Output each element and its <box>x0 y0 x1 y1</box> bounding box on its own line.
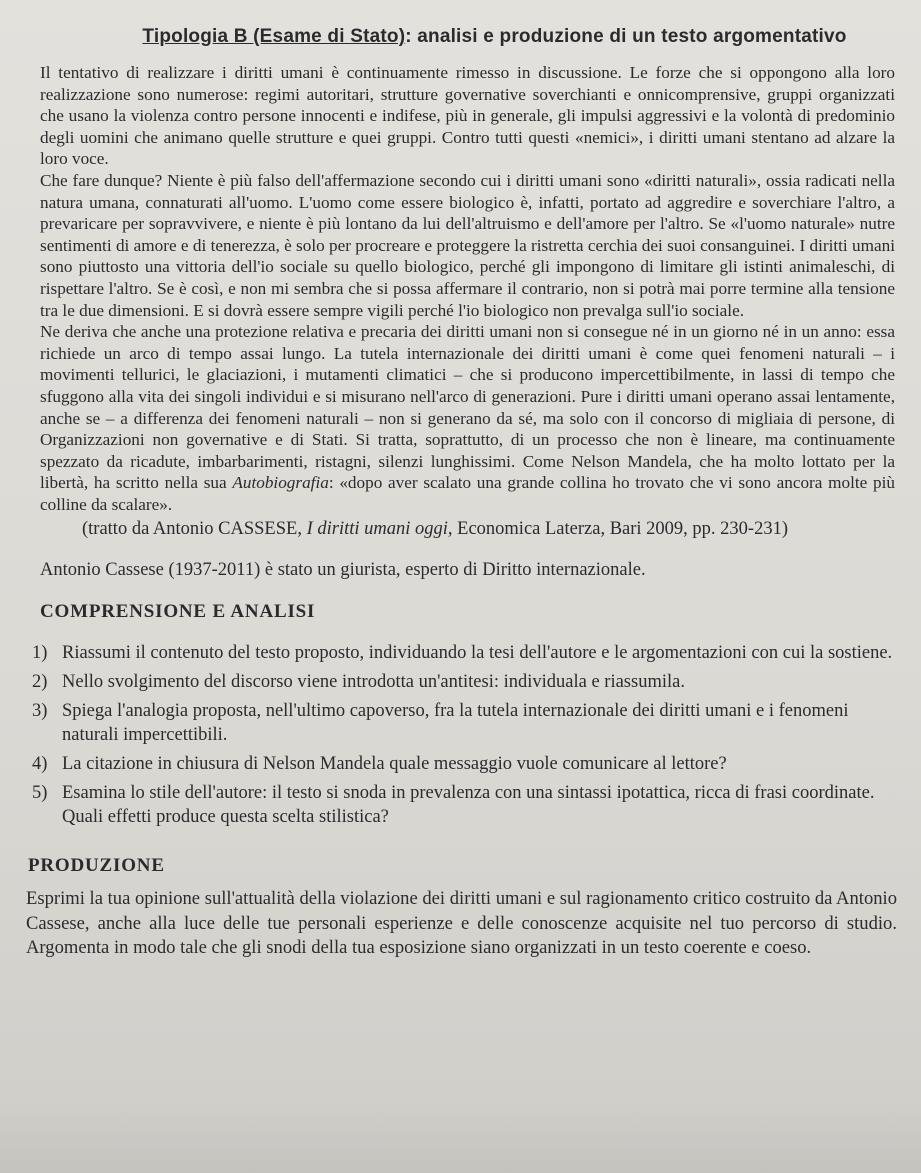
source-book-title: I diritti umani oggi <box>306 519 448 540</box>
page-bottom-shadow <box>0 1103 921 1173</box>
question-number: 4) <box>32 754 48 775</box>
list-item <box>32 781 907 829</box>
title-rest: : analisi e produzione di un testo argomentativo <box>405 26 847 47</box>
question-text: Esamina lo stile dell'autore: il testo si snoda in prevalenza con una sintassi ipotattica, ricca di frasi coordinate. Quali effetti produce questa scelta stilistica? <box>62 783 875 828</box>
question-text: La citazione in chiusura di Nelson Mandela quale messaggio vuole comunicare al lettore? <box>62 754 727 775</box>
source-suffix: , Economica Laterza, Bari 2009, pp. 230-231) <box>447 519 788 540</box>
passage-paragraph-3 <box>40 321 895 515</box>
passage-paragraph-2: Che fare dunque? Niente è più falso dell'affermazione secondo cui i diritti umani sono «diritti naturali», ossia radicati nella natura umana, connaturati all'uomo. L'uomo come essere biologico è, infatti, portato ad aggredire e soverchiare l'altro, a prevaricare per sopravvivere, e niente è più lontano da lui dell'altruismo e dell'amore per l'altro. Se «l'uomo naturale» nutre sentimenti di amore e di tenerezza, è solo per procreare e proteggere la ristretta cerchia dei suoi consanguinei. I diritti umani sono piuttosto una vittoria dell'io sociale su quello biologico, perché gli impongono di limitare gli istinti animaleschi, di rispettare l'altro. Se è così, e non mi sembra che si possa affermare il contrario, non si potrà mai porre termine alla tensione tra le due dimensioni. E si dovrà essere sempre vigili perché l'io biologico non prevalga sull'io sociale. <box>40 170 895 320</box>
comprehension-heading: COMPRENSIONE E ANALISI <box>40 601 316 623</box>
page-title <box>82 26 907 48</box>
passage-paragraph-1: Il tentativo di realizzare i diritti umani è continuamente rimesso in discussione. Le forze che si oppongono alla loro realizzazione sono numerose: regimi autoritari, strutture governative soverchianti e onnicomprensive, gruppi organizzati che usano la violenza contro persone innocenti e indifese, più in generale, gli impulsi aggressivi e la volontà di predominio degli uomini che animano quelle strutture e quei gruppi. Contro tutti questi «nemici», i diritti umani stentano ad alzare la loro voce. <box>40 63 895 169</box>
question-text: Nello svolgimento del discorso viene introdotta un'antitesi: individuala e riassumila. <box>62 672 685 693</box>
author-note: Antonio Cassese (1937-2011) è stato un giurista, esperto di Diritto internazionale. <box>40 560 646 581</box>
question-text: Riassumi il contenuto del testo proposto, individuando la tesi dell'autore e le argomentazioni con cui la sostiene. <box>62 643 893 664</box>
question-list <box>32 641 907 829</box>
source-prefix: (tratto da Antonio CASSESE, <box>82 519 307 540</box>
passage-italic-title: Autobiografia <box>232 473 329 493</box>
title-type: Tipologia B (Esame di Stato) <box>142 26 406 47</box>
passage-quote-end: : «dopo aver scalato una grande collina ho trovato che vi sono ancora molte più colline da scalare». <box>40 473 895 514</box>
list-item <box>32 670 907 694</box>
question-number: 5) <box>32 783 48 804</box>
production-text: Esprimi la tua opinione sull'attualità della violazione dei diritti umani e sul ragionamento critico costruito da Antonio Cassese, anche alla luce delle tue personali esperienze e delle conoscenze acquisite nel tuo percorso di studio. Argomenta in modo tale che gli snodi della tua esposizione siano organizzati in un testo coerente e coeso. <box>26 888 897 959</box>
question-text: Spiega l'analogia proposta, nell'ultimo capoverso, fra la tutela internazionale dei diritti umani e i fenomeni naturali impercettibili. <box>62 701 849 746</box>
question-number: 3) <box>32 701 48 722</box>
list-item <box>32 641 907 665</box>
question-number: 1) <box>32 643 48 664</box>
passage <box>40 62 895 515</box>
question-number: 2) <box>32 672 48 693</box>
production-heading: PRODUZIONE <box>28 855 165 877</box>
list-item <box>32 699 907 747</box>
source-citation <box>82 519 907 540</box>
list-item <box>32 752 907 776</box>
passage-paragraph-3-text: Ne deriva che anche una protezione relativa e precaria dei diritti umani non si consegue né in un giorno né in un anno: essa richiede un arco di tempo assai lungo. La tutela internazionale dei diritti umani è come quei fenomeni naturali – i movimenti tellurici, le glaciazioni, i mutamenti climatici – che si producono impercettibilmente, in lassi di tempo che sfuggono alla vita dei singoli individui e si misurano nell'arco di generazioni. Pure i diritti umani operano assai lentamente, anche se – a differenza dei fenomeni naturali – non si generano da sé, ma solo con il concorso di migliaia di persone, di Organizzazioni non governative e di Stati. Si tratta, soprattutto, di un processo che non è lineare, ma continuamente spezzato da ricadute, imbarbarimenti, ristagni, silenzi lunghissimi. Come Nelson Mandela, che ha molto lottato per la libertà, ha scritto nella sua <box>40 322 895 493</box>
